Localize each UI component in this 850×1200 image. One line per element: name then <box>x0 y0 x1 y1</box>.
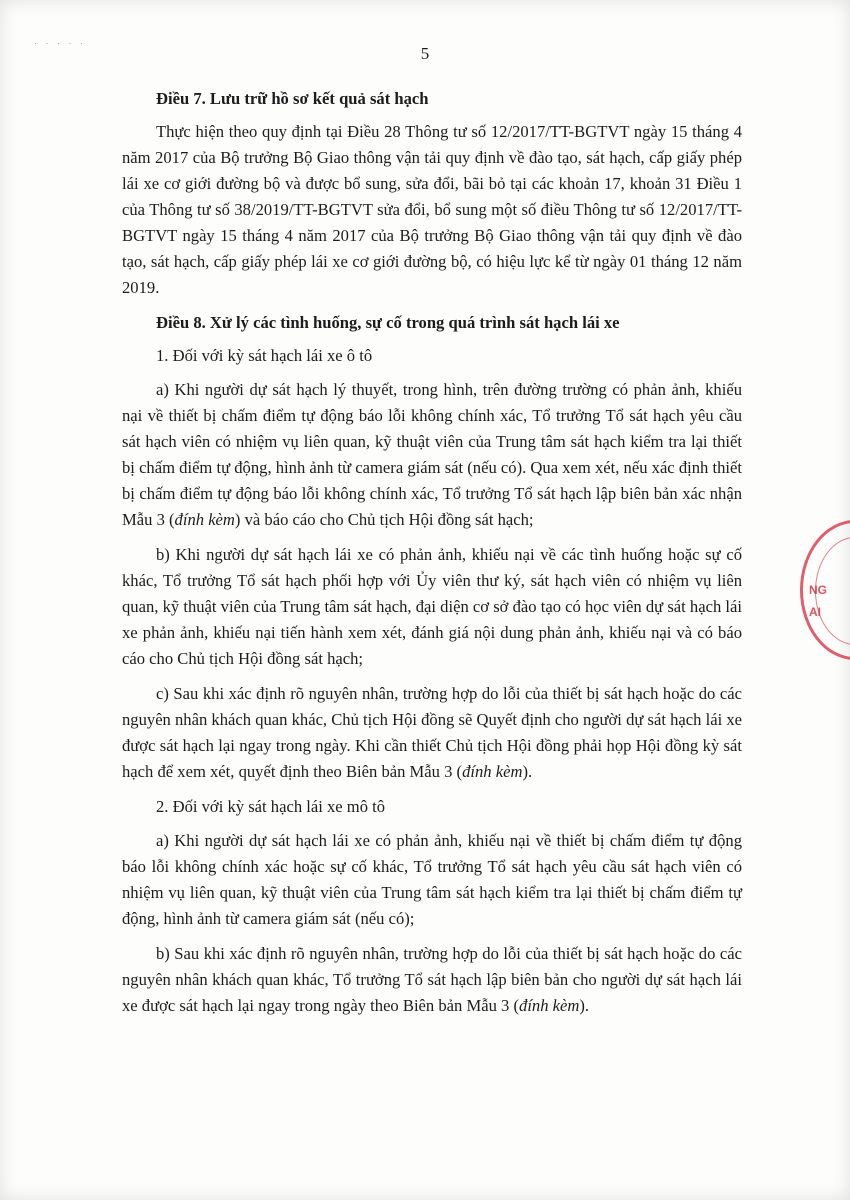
item-c-text-end: ). <box>522 762 533 781</box>
stamp-text-line-1: NG <box>809 583 827 597</box>
stamp-text <box>809 579 827 623</box>
red-seal-stamp <box>800 520 850 660</box>
item-a-italic: đính kèm <box>174 510 235 529</box>
article-8-section-2-title: 2. Đối với kỳ sát hạch lái xe mô tô <box>156 797 386 816</box>
article-8-section-1-title: 1. Đối với kỳ sát hạch lái xe ô tô <box>156 346 373 365</box>
item-c-text-start: c) Sau khi xác định rõ nguyên nhân, trường hợp do lỗi của thiết bị sát hạch hoặc do các nguyên nhân khách quan khác, Chủ tịch Hội đồng sẽ Quyết định cho người dự sát hạch lái xe được sát hạch lại ngay trong ngày. Khi cần thiết Chủ tịch Hội đồng phải họp Hội đồng kỳ sát hạch để xem xét, quyết định theo Biên bản Mẫu 3 ( <box>122 684 742 781</box>
item-b-text-end: ). <box>579 996 590 1015</box>
article-8-section-1-item-a <box>122 377 742 533</box>
scan-artifact: · · · · · <box>34 38 86 48</box>
item-a-text-end: ) và báo cáo cho Chủ tịch Hội đồng sát hạch; <box>234 510 534 529</box>
article-7-body: Thực hiện theo quy định tại Điều 28 Thông tư số 12/2017/TT-BGTVT ngày 15 tháng 4 năm 2017 của Bộ trưởng Bộ Giao thông vận tải quy định về đào tạo, sát hạch, cấp giấy phép lái xe cơ giới đường bộ và được bổ sung, sửa đổi, bãi bỏ tại các khoản 17, khoản 31 Điều 1 của Thông tư số 38/2019/TT-BGTVT sửa đổi, bổ sung một số điều Thông tư số 12/2017/TT-BGTVT ngày 15 tháng 4 năm 2017 của Bộ trưởng Bộ Giao thông vận tải quy định về đào tạo, sát hạch, cấp giấy phép lái xe cơ giới đường bộ, có hiệu lực kể từ ngày 01 tháng 12 năm 2019. <box>122 122 742 297</box>
article-8-heading: Điều 8. Xử lý các tình huống, sự cố trong quá trình sát hạch lái xe <box>156 313 620 332</box>
document-body <box>122 86 742 1028</box>
page-number: 5 <box>420 44 430 63</box>
item-a-text-start: a) Khi người dự sát hạch lý thuyết, trong hình, trên đường trường có phản ảnh, khiếu nại về thiết bị chấm điểm tự động báo lỗi không chính xác, Tổ trưởng Tổ sát hạch yêu cầu sát hạch viên có nhiệm vụ liên quan, kỹ thuật viên của Trung tâm sát hạch kiểm tra lại thiết bị chấm điểm tự động, hình ảnh từ camera giám sát (nếu có). Qua xem xét, nếu xác định thiết bị chấm điểm tự động báo lỗi không chính xác, Tổ trưởng Tổ sát hạch lập biên bản xác nhận Mẫu 3 ( <box>122 380 742 529</box>
article-8-section-2-item-b <box>122 941 742 1019</box>
article-8-section-1-item-c <box>122 681 742 785</box>
item-b-italic: đính kèm <box>519 996 580 1015</box>
item-c-italic: đính kèm <box>462 762 523 781</box>
stamp-text-line-2: AI <box>809 605 821 619</box>
article-8-section-1-item-b: b) Khi người dự sát hạch lái xe có phản ảnh, khiếu nại về các tình huống hoặc sự cố khác, Tổ trưởng Tổ sát hạch phối hợp với Ủy viên thư ký, sát hạch viên có nhiệm vụ liên quan, kỹ thuật viên của Trung tâm sát hạch, đại diện cơ sở đào tạo có học viên dự sát hạch lái xe phản ảnh, khiếu nại tiến hành xem xét, đánh giá nội dung phản ảnh, khiếu nại và có báo cáo cho Chủ tịch Hội đồng sát hạch; <box>122 545 742 668</box>
item-b-text-start: b) Sau khi xác định rõ nguyên nhân, trường hợp do lỗi của thiết bị sát hạch hoặc do các nguyên nhân khách quan khác, Tổ trưởng Tổ sát hạch lập biên bản cho người dự sát hạch lái xe được sát hạch lại ngay trong ngày theo Biên bản Mẫu 3 ( <box>122 944 742 1015</box>
article-8-section-2-item-a: a) Khi người dự sát hạch lái xe có phản ảnh, khiếu nại về thiết bị chấm điểm tự động báo lỗi không chính xác hoặc sự cố khác, Tổ trưởng Tổ sát hạch yêu cầu sát hạch viên có nhiệm vụ liên quan, kỹ thuật viên của Trung tâm sát hạch kiểm tra lại thiết bị chấm điểm tự động, hình ảnh từ camera giám sát (nếu có); <box>122 831 742 928</box>
article-7-heading: Điều 7. Lưu trữ hồ sơ kết quả sát hạch <box>156 89 429 108</box>
